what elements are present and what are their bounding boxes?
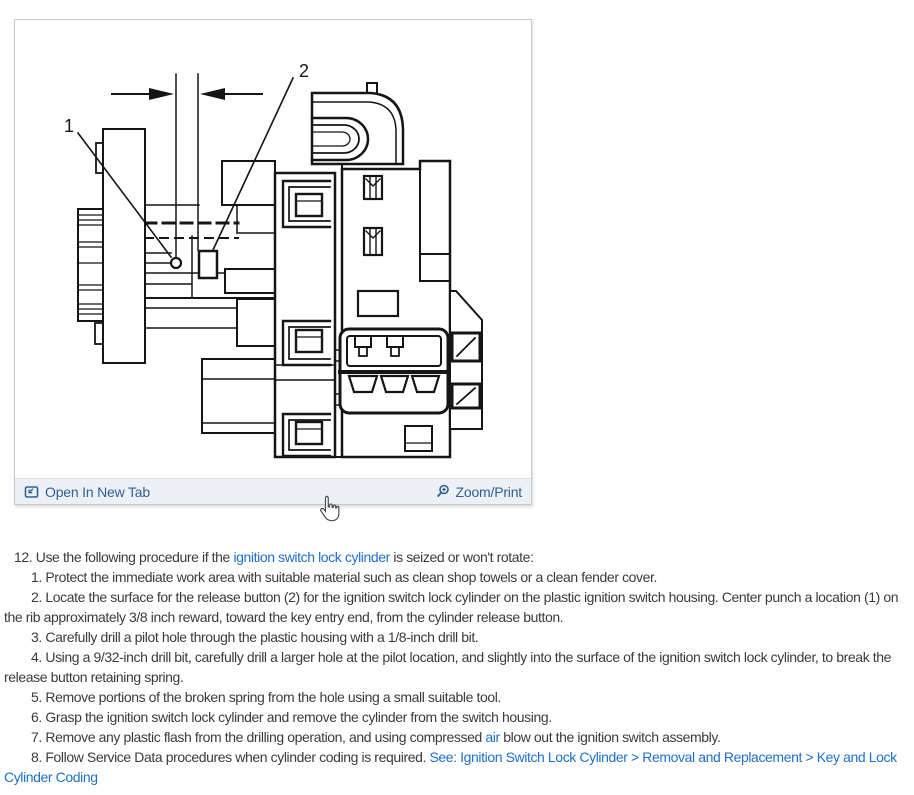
dimension-arrow-right — [149, 88, 174, 100]
procedure-step — [4, 727, 910, 747]
step-text: 2. Locate the surface for the release button (2) for the ignition switch lock cylinder on the plastic ignition switch housing. Center punch a location (1) on the rib approximately 3/8 inch reward, toward the key entry end, from the cylinder release button. — [4, 589, 899, 625]
procedure-step — [4, 587, 910, 627]
procedure-step — [4, 747, 910, 787]
release-button-shape — [199, 251, 217, 278]
step-text: 1. Protect the immediate work area with suitable material such as clean shop towels or a clean fender cover. — [31, 569, 658, 585]
inline-link[interactable]: air — [485, 729, 500, 745]
ignition-switch-diagram-svg — [15, 20, 531, 478]
ignition-switch-diagram — [15, 20, 531, 478]
open-in-new-tab-icon — [24, 484, 39, 499]
diagram-panel-footer — [15, 478, 531, 504]
step-text: 7. Remove any plastic flash from the drilling operation, and using compressed — [31, 729, 486, 745]
open-in-new-tab-label: Open In New Tab — [45, 483, 150, 500]
diagram-panel — [14, 19, 532, 505]
step-text: blow out the ignition switch assembly. — [499, 729, 721, 745]
procedure-step — [4, 707, 910, 727]
inline-link[interactable]: ignition switch lock cylinder — [233, 549, 390, 565]
inline-link[interactable]: See: Ignition Switch Lock Cylinder > Removal and Replacement > Key and Lock Cylinder Coding — [4, 749, 897, 785]
step-text: 4. Using a 9/32-inch drill bit, carefully drill a larger hole at the pilot location, and slightly into the surface of the ignition switch lock cylinder, to break the release button retaining spring. — [4, 649, 892, 685]
mounting-flange — [103, 129, 145, 363]
callout-2-label: 2 — [299, 61, 310, 81]
zoom-print-link[interactable] — [435, 484, 522, 500]
step-text: 6. Grasp the ignition switch lock cylinder and remove the cylinder from the switch housing. — [31, 709, 552, 725]
procedure-step — [4, 647, 910, 687]
step-text: 5. Remove portions of the broken spring from the hole using a small suitable tool. — [31, 689, 501, 705]
procedure-step — [4, 687, 910, 707]
procedure-text — [4, 547, 910, 787]
step-text: 12. Use the following procedure if the — [14, 549, 234, 565]
step-text: 3. Carefully drill a pilot hole through the plastic housing with a 1/8-inch drill bit. — [31, 629, 479, 645]
zoom-print-label: Zoom/Print — [455, 483, 522, 500]
zoom-print-icon — [435, 484, 450, 499]
punch-location-marker — [171, 258, 181, 268]
procedure-step — [4, 547, 910, 567]
step-text: is seized or won't rotate: — [389, 549, 534, 565]
open-in-new-tab-link[interactable] — [24, 484, 150, 500]
callout-1-label: 1 — [64, 116, 75, 136]
procedure-step — [4, 567, 910, 587]
procedure-step — [4, 627, 910, 647]
dimension-arrow-left — [200, 88, 225, 100]
step-text: 8. Follow Service Data procedures when cylinder coding is required. — [31, 749, 430, 765]
